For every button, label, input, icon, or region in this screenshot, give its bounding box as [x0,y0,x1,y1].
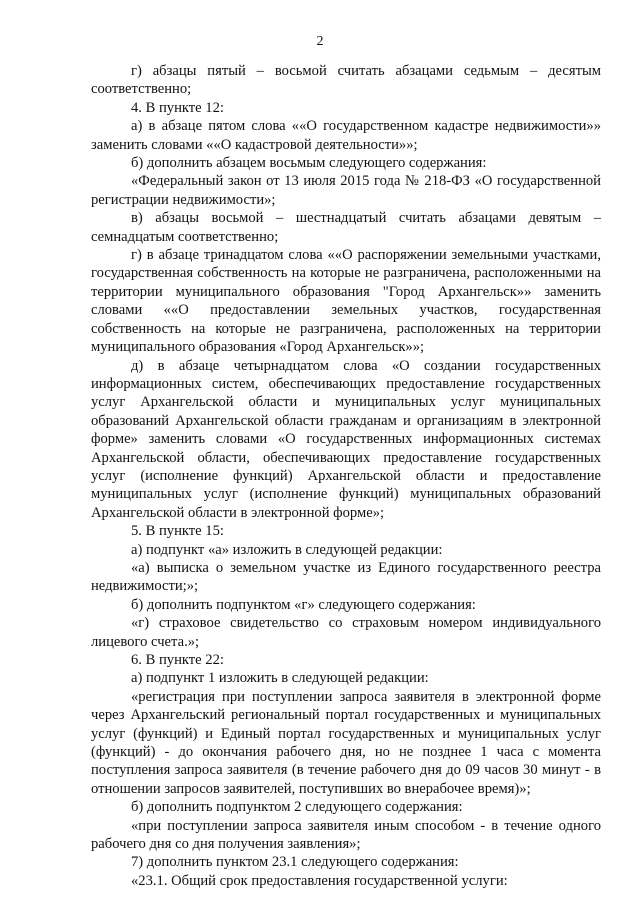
paragraph: «23.1. Общий срок предоставления государственной услуги: [131,872,508,889]
paragraph: 7) дополнить пунктом 23.1 следующего содержания: [131,854,459,871]
paragraph: 5. В пункте 15: [131,523,224,540]
paragraph: г) абзацы пятый – восьмой считать абзацами седьмым – десятым соответственно; [91,63,601,98]
paragraph: в) абзацы восьмой – шестнадцатый считать абзацами девятым – семнадцатым соответственно; [91,210,601,245]
paragraph: б) дополнить подпунктом 2 следующего содержания: [131,799,463,816]
paragraph: а) в абзаце пятом слова ««О государственном кадастре недвижимости»» заменить словами ««О кадастровой деятельности»»; [91,118,601,153]
paragraph: б) дополнить подпунктом «г» следующего содержания: [131,596,476,613]
paragraph: 6. В пункте 22: [131,652,224,668]
paragraph: «регистрация при поступлении запроса заявителя в электронной форме через Архангельский региональный портал государственных и муниципальных услуг (функций) и Единый портал государственных и муниципальных услуг (функций) - до окончания рабочего дня, но не позднее 1 часа с момента поступления запроса заявителя (в течение рабочего дня до 09 часов 30 минут - в отношении запросов заявителей, поступивших во внерабочее время)»; [91,688,601,797]
paragraph: «г) страховое свидетельство со страховым номером индивидуального лицевого счета.»; [91,615,601,650]
paragraph: «Федеральный закон от 13 июля 2015 года № 218-ФЗ «О государственной регистрации недвижимости»; [91,173,601,208]
page-number: 2 [316,34,324,49]
paragraph: а) подпункт 1 изложить в следующей редакции: [131,670,429,687]
paragraph: «а) выписка о земельном участке из Единого государственного реестра недвижимости;»; [91,559,601,595]
paragraph: д) в абзаце четырнадцатом слова «О создании государственных информационных систем, обеспечивающих предоставление государственных услуг Архангельской области и муниципальных услуг муниципальных образований Архангельской области гражданам и организациям в электронной форме» заменить словами «О государственных информационных системах Архангельской области, обеспечивающих предоставление государственных услуг (исполнение функций) Архангельской области и предоставление муниципальных услуг (исполнение функций) муниципальных образований Архангельской области в электронной форме»; [91,357,601,521]
document-body [91,62,601,890]
paragraph: б) дополнить абзацем восьмым следующего содержания: [131,155,487,172]
paragraph: 4. В пункте 12: [131,99,224,116]
paragraph: г) в абзаце тринадцатом слова ««О распоряжении земельными участками, государственная собственность на которые не разграничена, расположенными на территории муниципального образования "Город Архангельск»» заменить словами ««О предоставлении земельных участков, государственная собственность на которые не разграничена, расположенных на территории муниципального образования «Город Архангельск»»; [91,247,601,356]
paragraph: «при поступлении запроса заявителя иным способом - в течение одного рабочего дня со дня получения заявления»; [91,817,601,853]
paragraph: а) подпункт «а» изложить в следующей редакции: [131,541,443,558]
